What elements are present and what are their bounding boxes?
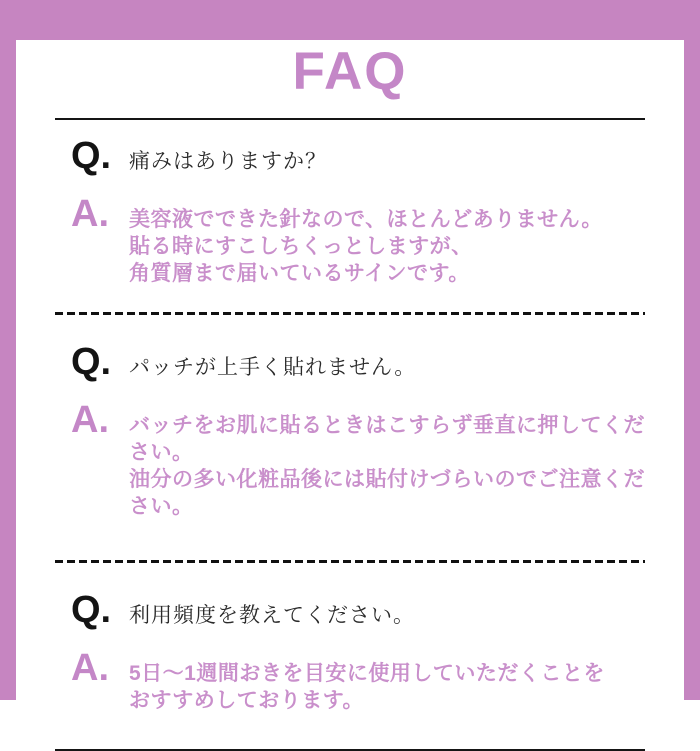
answer-line: 美容液でできた針なので、ほとんどありません。 — [129, 208, 603, 231]
answer-marker: A. — [71, 399, 109, 441]
answer-line: 貼る時にすこしちくっとしますが、 — [129, 235, 473, 258]
answer-marker: A. — [71, 193, 109, 235]
answer-marker: A. — [71, 647, 109, 689]
faq-item-3-question-row — [71, 590, 654, 636]
answer-text — [129, 660, 605, 714]
faq-panel — [16, 40, 684, 712]
answer-line: バッチをお肌に貼るときはこすらず垂直に押してください。 — [129, 414, 645, 464]
answer-line: 油分の多い化粧品後には貼付けづらいのでご注意ください。 — [129, 468, 645, 518]
faq-item-1-question-row — [71, 136, 654, 182]
top-divider — [55, 118, 645, 120]
faq-item-2-question-row — [71, 342, 654, 388]
answer-text — [129, 206, 603, 287]
faq-item-3-answer-row — [71, 648, 654, 714]
answer-text — [129, 412, 654, 520]
question-text: パッチが上手く貼れません。 — [129, 356, 417, 379]
dashed-divider — [55, 312, 645, 315]
dashed-divider — [55, 560, 645, 563]
faq-item-1-answer-row — [71, 194, 654, 287]
question-marker: Q. — [71, 135, 112, 177]
faq-item-2-answer-row — [71, 400, 654, 520]
question-marker: Q. — [71, 341, 112, 383]
question-text: 痛みはありますか？ — [129, 150, 327, 173]
question-text: 利用頻度を教えてください。 — [129, 604, 415, 627]
answer-line: おすすめしております。 — [129, 689, 365, 712]
question-marker: Q. — [71, 589, 112, 631]
answer-line: 5日〜1週間おきを目安に使用していただくことを — [129, 662, 605, 685]
answer-line: 角質層まで届いているサインです。 — [129, 262, 470, 285]
page-title: FAQ — [292, 42, 408, 101]
